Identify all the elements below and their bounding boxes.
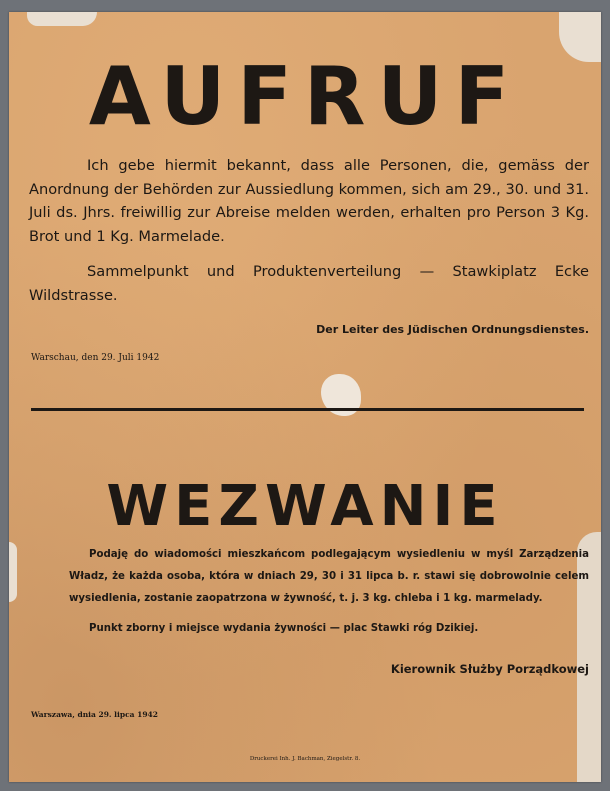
polish-title: WEZWANIE [106,474,504,539]
german-paragraph-2: Sammelpunkt und Produktenverteilung — Stawkiplatz Ecke Wildstrasse. [29,263,589,304]
german-paragraph-1: Ich gebe hiermit bekannt, dass alle Personen, die, gemäss der Anordnung der Behörden zur Aussiedlung kommen, sich am 29., 30. und 31. Juli ds. Jhrs. freiwillig zur Abreise melden werden, erhalten pro Person 3 Kg. Brot und 1 Kg. Marmelade. [29,157,589,245]
german-dateline: Warschau, den 29. Juli 1942 [31,353,160,363]
section-divider-line [31,408,584,411]
poster-sheet [9,12,601,782]
polish-signature: Kierownik Służby Porządkowej [390,662,589,676]
printer-imprint: Druckerei Inh. J. Bachman, Ziegelstr. 8. [249,756,361,762]
polish-dateline: Warszawa, dnia 29. lipca 1942 [31,710,158,719]
polish-paragraph-2: Punkt zborny i miejsce wydania żywności — plac Stawki róg Dzikiej. [89,623,479,634]
polish-paragraph-1: Podaję do wiadomości mieszkańcom podlegającym wysiedleniu w myśl Zarządzenia Władz, że każda osoba, która w dniach 29, 30 i 31 lipca b. r. stawi się dobrowolnie celem wysiedlenia, zostanie zaopatrzona w żywność, t. j. 3 kg. chleba i 1 kg. marmelady. [69,549,589,604]
torn-edge-left [9,542,17,602]
german-signature: Der Leiter des Jüdischen Ordnungsdienstes. [316,323,589,336]
torn-corner-top-left [27,12,97,26]
german-title: AUFRUF [88,50,522,143]
